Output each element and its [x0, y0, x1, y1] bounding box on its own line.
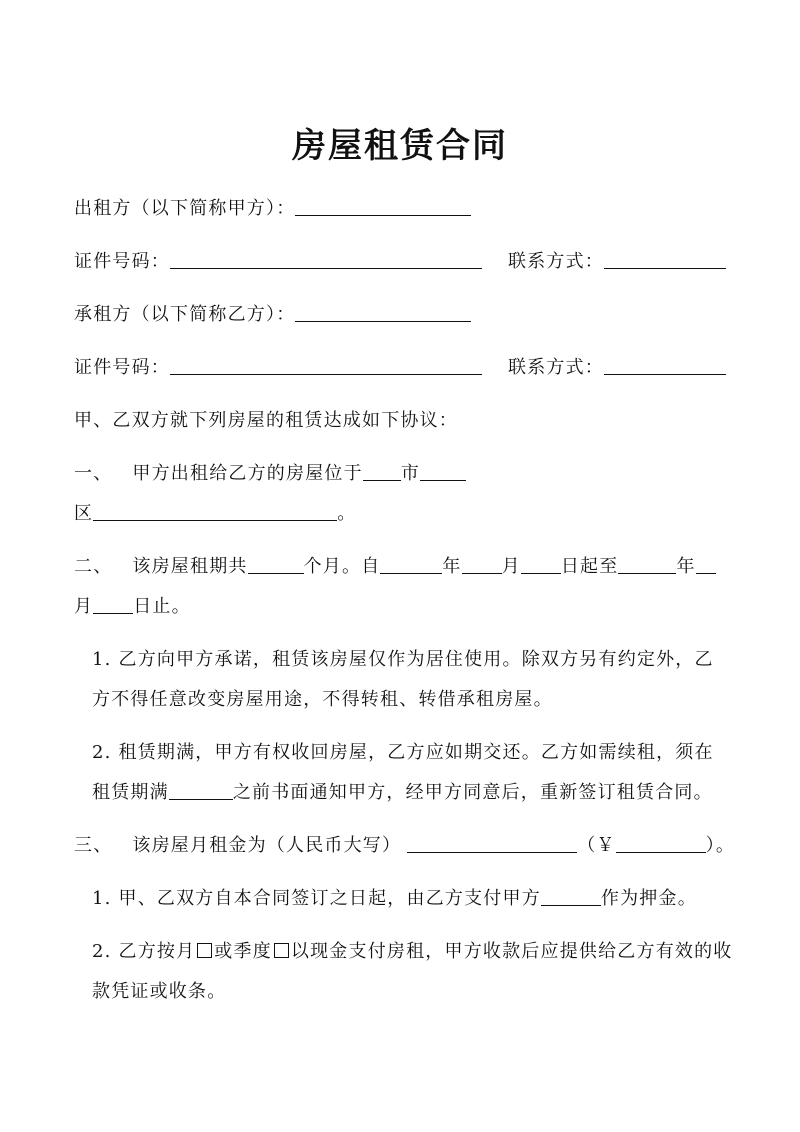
- end-month-blank-a[interactable]: [696, 554, 716, 574]
- lessor-label: 出租方（以下简称甲方）：: [74, 198, 296, 219]
- months-label: 个月。自: [303, 556, 381, 577]
- lessor-row: [74, 196, 471, 222]
- section-2-line-2: [74, 594, 191, 620]
- start-year-label: 年: [442, 556, 462, 577]
- start-month-blank[interactable]: [462, 554, 502, 574]
- start-day-label: 日起至: [560, 556, 619, 577]
- clause-2-1-line-1: 1. 乙方向甲方承诺，租赁该房屋仅作为居住使用。除双方另有约定外，乙: [92, 649, 714, 670]
- clause-2-2-text-b: 之前书面通知甲方，经甲方同意后，重新签订租赁合同。: [232, 782, 713, 803]
- clause-2-2-line-1: 2. 租赁期满，甲方有权收回房屋，乙方应如期交还。乙方如需续租，须在: [92, 742, 714, 763]
- end-year-label: 年: [676, 556, 696, 577]
- lessee-row: [74, 302, 471, 328]
- section-1-end: 。: [337, 503, 357, 524]
- clause-3-1: [92, 886, 697, 912]
- lessor-contact-label: 联系方式：: [508, 251, 604, 272]
- clause-2-2-text-a: 租赁期满: [92, 782, 169, 803]
- district-blank[interactable]: [93, 501, 337, 521]
- section-1-line-2: [74, 501, 356, 527]
- end-day-label: 日止。: [133, 596, 191, 617]
- yen-close: ）。: [705, 835, 736, 856]
- intro-text: 甲、乙双方就下列房屋的租赁达成如下协议：: [74, 410, 458, 431]
- section-1-text: 甲方出租给乙方的房屋位于: [132, 463, 363, 484]
- end-month-label: 月: [74, 596, 94, 617]
- clause-3-2-text-c: 以现金支付房租，甲方收款后应提供给乙方有效的收: [290, 941, 733, 962]
- clause-2-2-line-2: [92, 780, 713, 806]
- yen-open: （￥: [577, 835, 616, 856]
- end-year-blank[interactable]: [618, 554, 676, 574]
- rent-chinese-blank[interactable]: [407, 833, 577, 853]
- lessee-contact-blank[interactable]: [604, 355, 726, 375]
- clause-3-1-text-b: 作为押金。: [600, 888, 697, 909]
- start-day-blank[interactable]: [521, 554, 561, 574]
- section-2-number: 二、: [74, 556, 113, 577]
- months-blank[interactable]: [248, 554, 304, 574]
- page-title: 房屋租赁合同: [292, 126, 508, 166]
- lessee-contact-row: [508, 355, 726, 381]
- lessee-id-row: [74, 355, 482, 381]
- lessee-id-label: 证件号码：: [74, 357, 170, 378]
- notice-period-blank[interactable]: [169, 780, 233, 800]
- start-year-blank[interactable]: [380, 554, 442, 574]
- section-2-line-1: [74, 554, 716, 580]
- clause-3-1-text-a: 1. 甲、乙双方自本合同签订之日起，由乙方支付甲方: [92, 888, 541, 909]
- rent-number-blank[interactable]: [616, 833, 706, 853]
- quarterly-checkbox[interactable]: [274, 943, 289, 958]
- lessor-id-label: 证件号码：: [74, 251, 170, 272]
- lessee-label: 承租方（以下简称乙方）：: [74, 304, 296, 325]
- start-month-label: 月: [501, 556, 521, 577]
- lessee-contact-label: 联系方式：: [508, 357, 604, 378]
- section-1-line-1: [74, 461, 466, 487]
- clause-2-1-line-2: 方不得任意改变房屋用途，不得转租、转借承租房屋。: [92, 689, 553, 710]
- end-day-blank[interactable]: [93, 594, 133, 614]
- lessor-contact-blank[interactable]: [604, 249, 726, 269]
- lessor-id-blank[interactable]: [170, 249, 482, 269]
- lessor-contact-row: [508, 249, 726, 275]
- clause-3-2-line-2: 款凭证或收条。: [92, 981, 227, 1002]
- clause-3-2-text-b: 或季度: [214, 941, 272, 962]
- section-3-text: 该房屋月租金为（人民币大写）: [132, 835, 402, 856]
- deposit-blank[interactable]: [541, 886, 601, 906]
- monthly-checkbox[interactable]: [197, 943, 212, 958]
- lessor-id-row: [74, 249, 482, 275]
- district-label: 区: [74, 503, 94, 524]
- clause-3-2-line-1: [92, 939, 733, 965]
- lessee-id-blank[interactable]: [170, 355, 482, 375]
- city-after-blank[interactable]: [420, 461, 466, 481]
- section-2-text: 该房屋租期共: [132, 556, 248, 577]
- section-1-number: 一、: [74, 463, 113, 484]
- city-blank[interactable]: [363, 461, 401, 481]
- lessee-name-blank[interactable]: [295, 302, 471, 322]
- city-label: 市: [400, 463, 421, 484]
- section-3-line-1: [74, 833, 735, 859]
- section-3-number: 三、: [74, 835, 113, 856]
- lessor-name-blank[interactable]: [295, 196, 471, 216]
- clause-3-2-text-a: 2. 乙方按月: [92, 941, 196, 962]
